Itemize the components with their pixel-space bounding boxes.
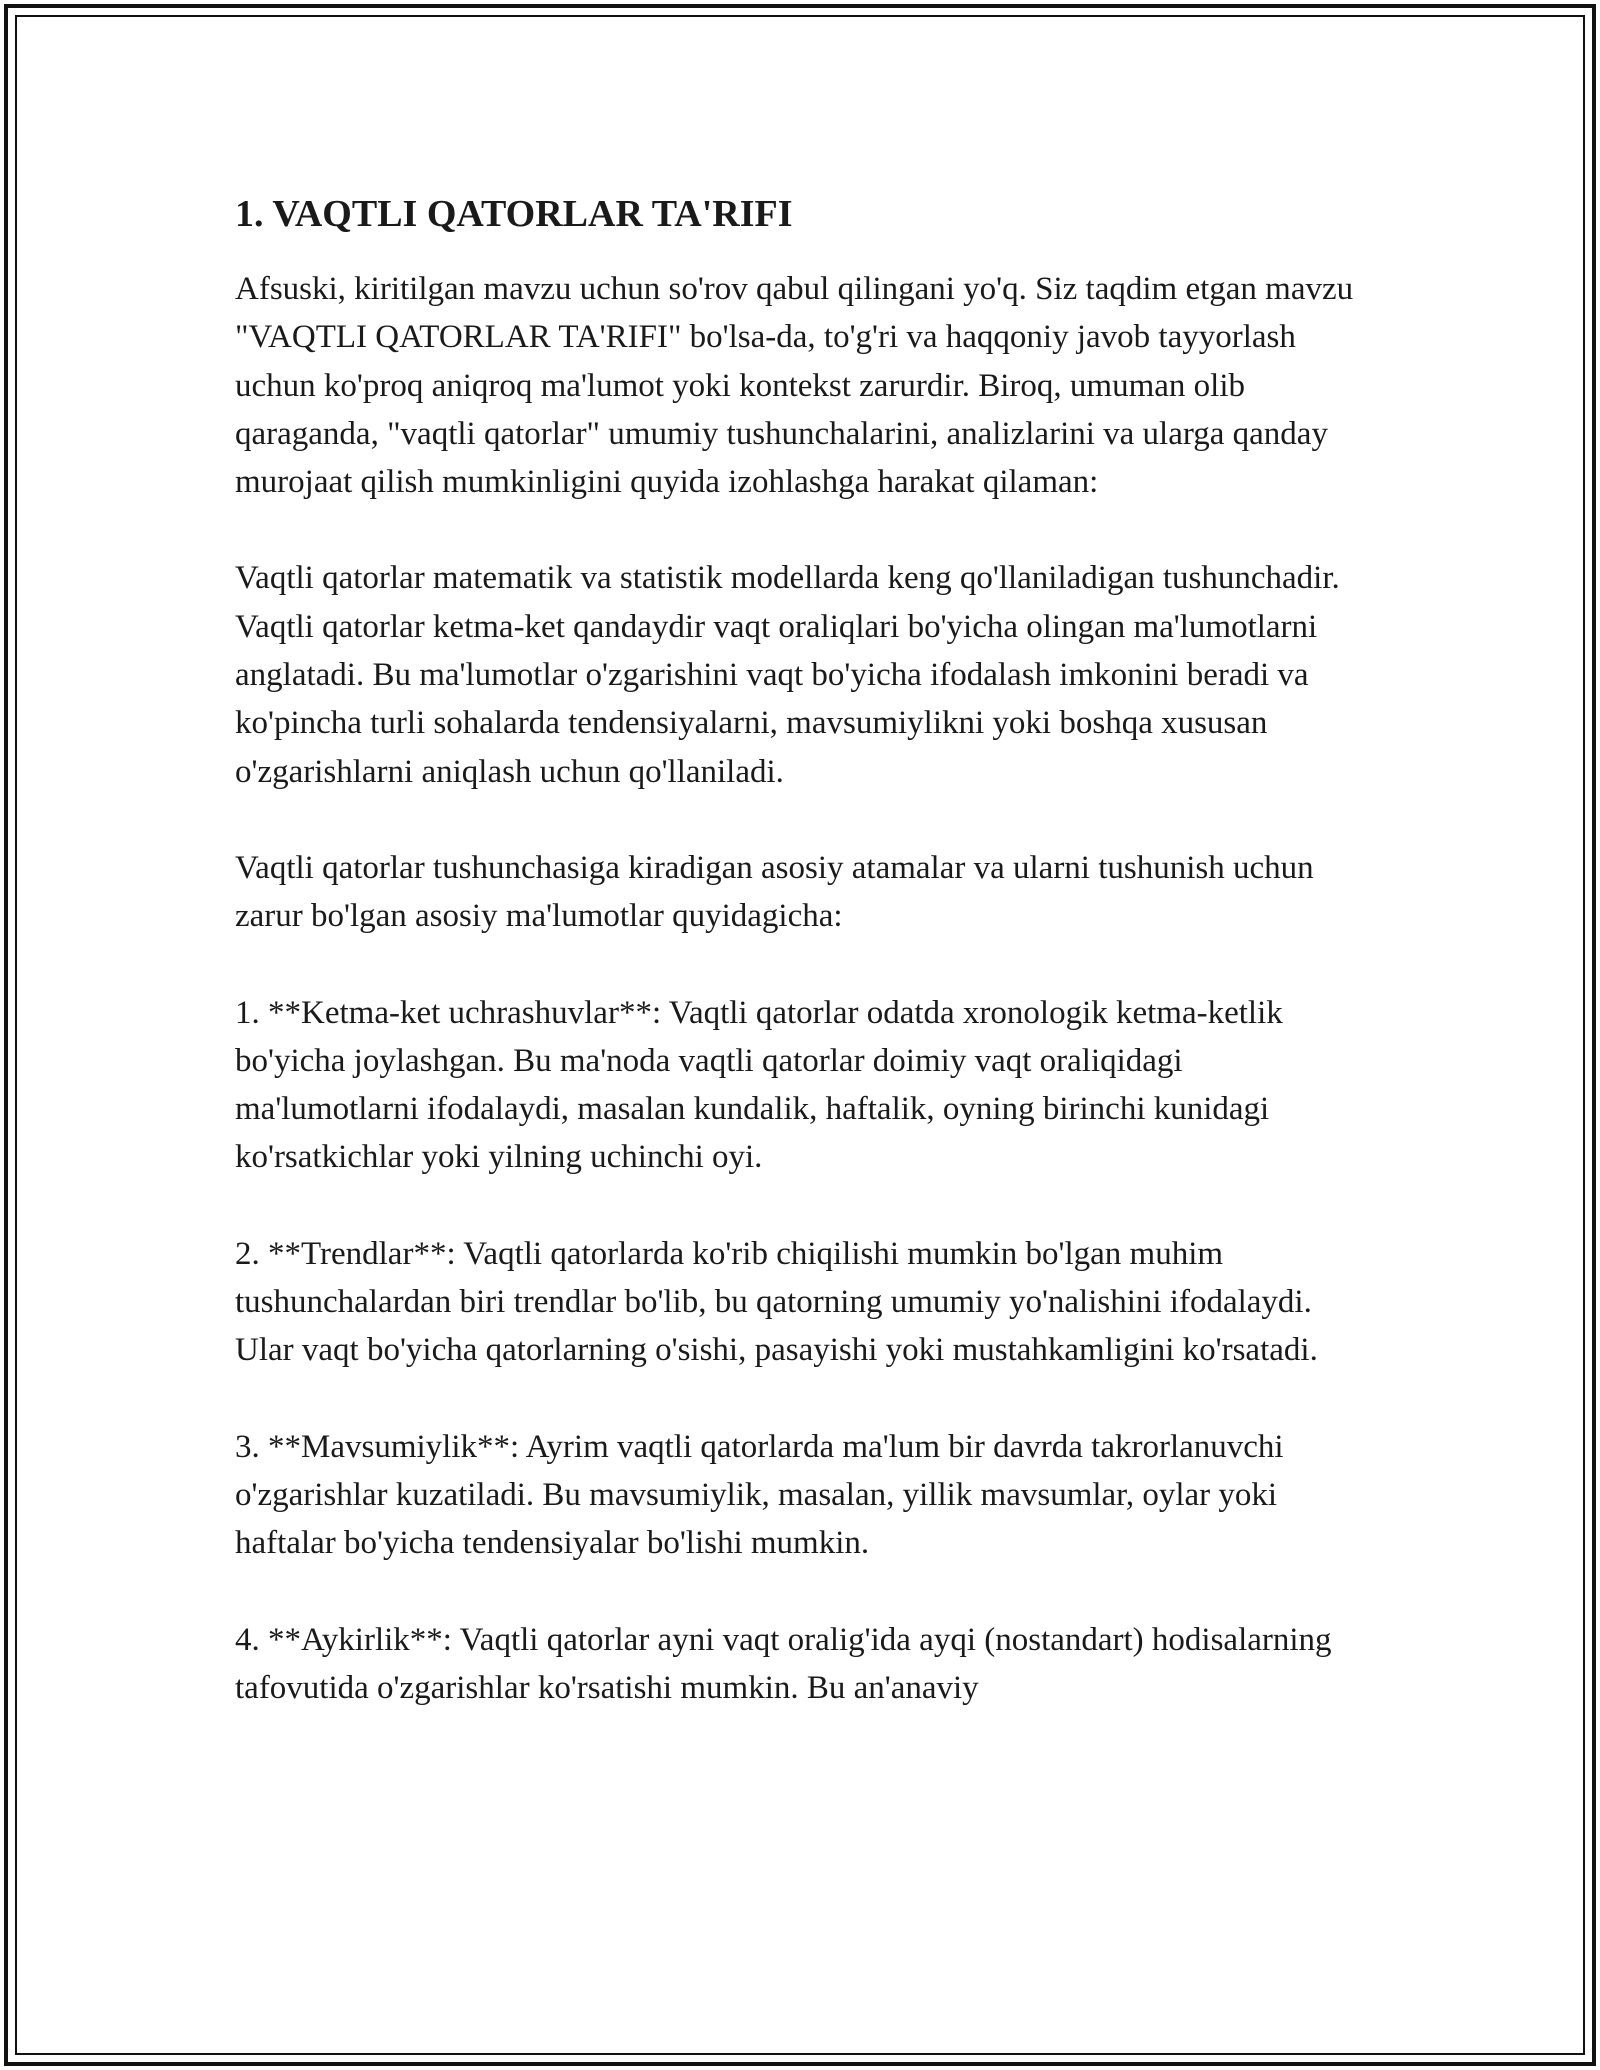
list-item-seasonality: 3. **Mavsumiylik**: Ayrim vaqtli qatorlarda ma'lum bir davrda takrorlanuvchi o'zgarishlar kuzatiladi. Bu mavsumiylik, masalan, yillik mavsumlar, oylar yoki haftalar bo'yicha tendensiyalar bo'lishi mumkin. (235, 1428, 1284, 1562)
document-body (235, 188, 1360, 1712)
paragraph-definition: Vaqtli qatorlar matematik va statistik modellarda keng qo'llaniladigan tushunchadir. Vaqtli qatorlar ketma-ket qandaydir vaqt oraliqlari bo'yicha olingan ma'lumotlarni anglatadi. Bu ma'lumotlar o'zgarishini vaqt bo'yicha ifodalash imkonini beradi va ko'pincha turli sohalarda tendensiyalarni, mavsumiylikni yoki boshqa xususan o'zgarishlarni aniqlash uchun qo'llaniladi. (235, 560, 1340, 790)
list-item-trends: 2. **Trendlar**: Vaqtli qatorlarda ko'rib chiqilishi mumkin bo'lgan muhim tushunchalardan biri trendlar bo'lib, bu qatorning umumiy yo'nalishini ifodalaydi. Ular vaqt bo'yicha qatorlarning o'sishi, pasayishi yoki mustahkamligini ko'rsatadi. (235, 1235, 1318, 1369)
section-heading: 1. VAQTLI QATORLAR TA'RIFI (235, 193, 793, 235)
list-item-sequence: 1. **Ketma-ket uchrashuvlar**: Vaqtli qatorlar odatda xronologik ketma-ketlik bo'yicha joylashgan. Bu ma'noda vaqtli qatorlar doimiy vaqt oraliqidagi ma'lumotlarni ifodalaydi, masalan kundalik, haftalik, oyning birinchi kunidagi ko'rsatkichlar yoki yilning uchinchi oyi. (235, 994, 1283, 1176)
list-item-anomaly: 4. **Aykirlik**: Vaqtli qatorlar ayni vaqt oralig'ida ayqi (nostandart) hodisalarning tafovutida o'zgarishlar ko'rsatishi mumkin. Bu an'anaviy (235, 1621, 1332, 1706)
paragraph-terms-intro: Vaqtli qatorlar tushunchasiga kiradigan asosiy atamalar va ularni tushunish uchun zarur bo'lgan asosiy ma'lumotlar quyidagicha: (235, 849, 1314, 935)
paragraph-intro: Afsuski, kiritilgan mavzu uchun so'rov qabul qilingani yo'q. Siz taqdim etgan mavzu "VAQTLI QATORLAR TA'RIFI" bo'lsa-da, to'g'ri va haqqoniy javob tayyorlash uchun ko'proq aniqroq ma'lumot yoki kontekst zarurdir. Biroq, umuman olib qaraganda, "vaqtli qatorlar" umumiy tushunchalarini, analizlarini va ularga qanday murojaat qilish mumkinligini quyida izohlashga harakat qilaman: (235, 271, 1354, 501)
